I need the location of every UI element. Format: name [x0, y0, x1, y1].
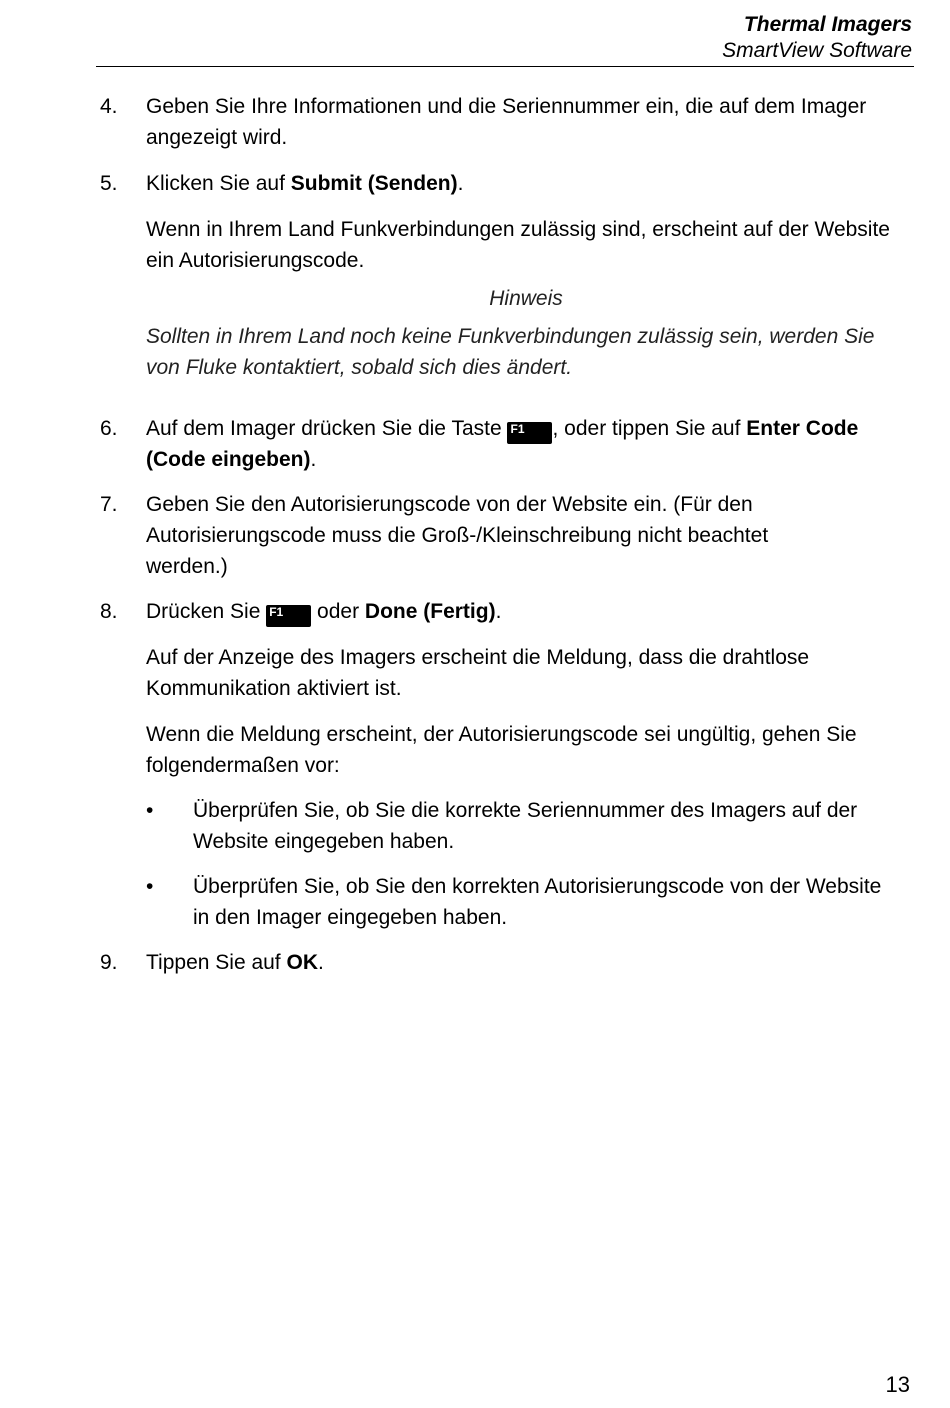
step-9-number: 9.	[100, 951, 118, 974]
step-7-text: Geben Sie den Autorisierungscode von der Website ein. (Für den Autorisierungscode muss die Groß-/Kleinschreibung nicht beachtet werden.)	[146, 493, 769, 578]
step-7-number: 7.	[100, 493, 118, 516]
step-9-text	[146, 947, 906, 978]
note-heading: Hinweis	[489, 287, 563, 310]
step-8-text	[146, 596, 906, 627]
step-4-text: Geben Sie Ihre Informationen und die Seriennummer ein, die auf dem Imager angezeigt wird.	[146, 95, 867, 149]
note-text: Sollten in Ihrem Land noch keine Funkverbindungen zulässig sein, werden Sie von Fluke kontaktiert, sobald sich dies ändert.	[146, 325, 875, 379]
header-block	[722, 12, 912, 64]
step-9-bold: OK	[286, 951, 318, 974]
step-5-paragraph: Wenn in Ihrem Land Funkverbindungen zulässig sind, erscheint auf der Website ein Autorisierungscode.	[146, 218, 890, 272]
step-8-mid: oder	[311, 600, 365, 623]
step-5-text	[146, 168, 906, 199]
bullet-item-2: Überprüfen Sie, ob Sie den korrekten Autorisierungscode von der Website in den Imager eingegeben haben.	[193, 875, 882, 929]
bullet-item-1: Überprüfen Sie, ob Sie die korrekte Seriennummer des Imagers auf der Website eingegeben haben.	[193, 799, 858, 853]
step-6-mid: , oder tippen Sie auf	[552, 417, 747, 440]
step-6-number: 6.	[100, 417, 118, 440]
step-6-pre: Auf dem Imager drücken Sie die Taste	[146, 417, 508, 440]
step-6-bold: Enter Code (Code eingeben)	[146, 417, 859, 471]
f1-key-icon: F1	[507, 422, 552, 444]
step-8-paragraph-1: Auf der Anzeige des Imagers erscheint die Meldung, dass die drahtlose Kommunikation aktiviert ist.	[146, 646, 810, 700]
step-8-paragraph-2: Wenn die Meldung erscheint, der Autorisierungscode sei ungültig, gehen Sie folgendermaßen vor:	[146, 723, 857, 777]
header-title: Thermal Imagers	[743, 13, 912, 36]
header-divider	[96, 66, 914, 67]
step-5-pre: Klicken Sie auf	[146, 172, 291, 195]
step-5-post: .	[457, 172, 464, 195]
step-8-post: .	[495, 600, 502, 623]
bullet-icon: •	[146, 875, 154, 898]
step-9-post: .	[317, 951, 324, 974]
header-subtitle: SmartView Software	[722, 39, 912, 62]
step-8-number: 8.	[100, 600, 118, 623]
step-5-number: 5.	[100, 172, 118, 195]
step-6-text	[146, 413, 906, 475]
step-4-number: 4.	[100, 95, 118, 118]
bullet-icon: •	[146, 799, 154, 822]
step-8-bold: Done (Fertig)	[364, 600, 496, 623]
page-number: 13	[885, 1372, 910, 1397]
step-5-bold: Submit (Senden)	[290, 172, 458, 195]
f1-key-icon: F1	[266, 605, 311, 627]
step-8-pre: Drücken Sie	[146, 600, 267, 623]
step-6-post: .	[310, 448, 317, 471]
step-9-pre: Tippen Sie auf	[146, 951, 287, 974]
